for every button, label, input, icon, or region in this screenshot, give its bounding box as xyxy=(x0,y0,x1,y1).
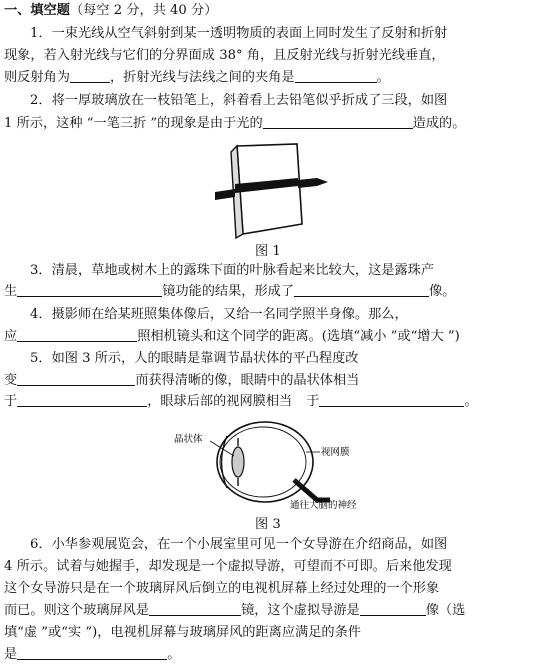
q3-line1: 3．清晨，草地或树木上的露珠下面的叶脉看起来比较大，这是露珠产 xyxy=(30,263,435,278)
figure-1-pencil-glass xyxy=(205,140,335,240)
figure-3-caption: 图 3 xyxy=(255,517,281,532)
q6-blank-image-type[interactable] xyxy=(360,602,426,616)
lens-shape xyxy=(232,447,244,477)
eyeball xyxy=(217,422,313,502)
q5-line1: 5．如图 3 所示，人的眼睛是靠调节晶状体的平凸程度改 xyxy=(30,351,359,366)
q6-text-a: 而已。则这个玻璃屏风是 xyxy=(4,603,150,618)
q3-text-c: 像。 xyxy=(429,284,456,299)
label-retina: 视网膜 xyxy=(321,447,350,458)
q4-line1: 4．摄影师在给某班照集体像后，又给一名同学照半身像。那么， xyxy=(30,307,408,322)
q6-blank-condition[interactable] xyxy=(17,646,167,660)
q2-text-a: 1 所示，这种 “一笔三折 ”的现象是由于光的 xyxy=(4,116,263,131)
pencil-tip xyxy=(317,178,328,186)
q5-text-b: 而获得清晰的像，眼睛中的晶状体相当 xyxy=(135,373,360,388)
q6-line5: 填“虚 ”或“实 ”)，电视机屏幕与玻璃屏风的距离应满足的条件 xyxy=(4,625,361,640)
q5-text-a: 变 xyxy=(4,373,18,388)
q2-text-b: 造成的。 xyxy=(412,116,466,131)
section-title: 一、填空题 xyxy=(4,3,70,18)
q1-text-b: ，折射光线与法线之间的夹角是 xyxy=(109,70,295,85)
q3-blank-image[interactable] xyxy=(294,283,429,297)
section-heading xyxy=(4,2,217,20)
q2-line2 xyxy=(4,115,465,133)
q3-text-a: 生 xyxy=(4,284,18,299)
q6-blank-mirror[interactable] xyxy=(149,602,241,616)
pencil-right xyxy=(298,178,317,188)
q3-text-b: 镜功能的结果，形成了 xyxy=(162,284,295,299)
q1-text-c: 。 xyxy=(376,70,390,85)
q6-text-b: 镜，这个虚拟导游是 xyxy=(241,603,360,618)
q6-line1: 6．小华参观展览会，在一个小展室里可见一个女导游在介绍商品，如图 xyxy=(30,537,448,552)
q3-line2 xyxy=(4,283,455,301)
label-nerve: 通往大脑的神经 xyxy=(290,500,357,510)
q5-text-d: ，眼球后部的视网膜相当 xyxy=(147,394,293,409)
q1-line2: 现象，若入射光线与它们的分界面成 38° 角，且反射光线与折射光线垂直， xyxy=(4,48,445,63)
q6-text-c: 像（选 xyxy=(425,603,466,618)
figure-3-eye-diagram xyxy=(172,418,372,510)
q4-blank[interactable] xyxy=(17,328,137,342)
q6-text-e: 。 xyxy=(167,647,181,662)
q4-text-b: 照相机镜头和这个同学的距离。(选填“减小 ”或“增大 ”) xyxy=(137,329,460,344)
section-note: （每空 2 分，共 40 分） xyxy=(69,3,218,18)
q1-line3 xyxy=(4,69,390,87)
figure-1-caption: 图 1 xyxy=(255,244,281,259)
q6-text-d: 是 xyxy=(4,647,18,662)
q5-blank-adjust[interactable] xyxy=(17,372,135,386)
q1-line1: 1．一束光线从空气斜射到某一透明物质的表面上同时发生了反射和折射 xyxy=(30,26,448,41)
q5-blank-lens[interactable] xyxy=(17,393,147,407)
q6-line3: 这个女导游只是在一个玻璃屏风后倒立的电视机屏幕上经过处理的一个形象 xyxy=(4,581,440,596)
q1-blank-reflection-angle[interactable] xyxy=(70,69,110,83)
q5-text-c: 于 xyxy=(4,394,18,409)
q5-text-f: 。 xyxy=(464,394,478,409)
q2-line1: 2．将一厚玻璃放在一枝铅笔上，斜着看上去铅笔似乎折成了三段，如图 xyxy=(30,93,448,108)
q5-text-e: 于 xyxy=(306,394,320,409)
q1-blank-refraction-angle[interactable] xyxy=(295,69,377,83)
q5-blank-retina[interactable] xyxy=(319,393,464,407)
q6-line2: 4 所示。试着与她握手，却发现是一个虚拟导游，可望而不可即。后来他发现 xyxy=(4,559,452,574)
q6-line4 xyxy=(4,602,465,620)
q4-text-a: 应 xyxy=(4,329,18,344)
q5-line2 xyxy=(4,372,359,390)
q5-line3 xyxy=(4,393,478,411)
q2-blank[interactable] xyxy=(263,115,413,129)
q6-line6 xyxy=(4,646,180,664)
q1-text-a: 则反射角为 xyxy=(4,70,70,85)
label-lens: 晶状体 xyxy=(174,434,203,445)
pencil-left xyxy=(215,189,235,200)
q3-blank-lens[interactable] xyxy=(17,283,162,297)
q4-line2 xyxy=(4,328,460,346)
